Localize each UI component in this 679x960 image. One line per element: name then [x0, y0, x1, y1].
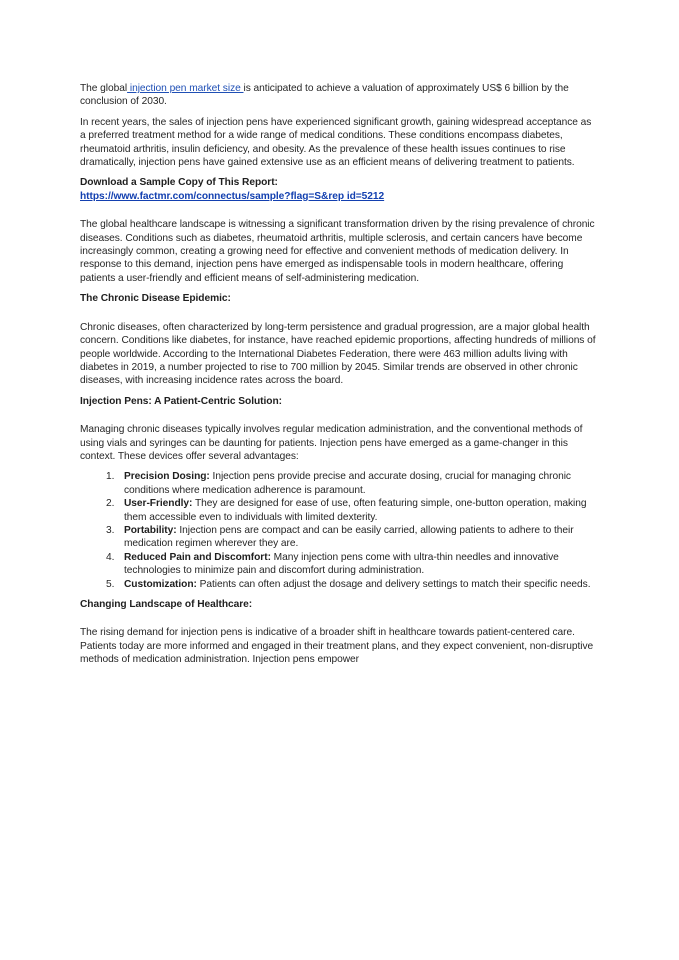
- list-item-term: Customization:: [124, 578, 197, 590]
- list-item: [106, 524, 599, 551]
- list-item: [106, 470, 599, 497]
- list-item-text: Injection pens are compact and can be easily carried, allowing patients to adhere to their medication regimen wherever they are.: [124, 524, 574, 550]
- list-item-number: 3.: [106, 524, 115, 536]
- list-item: [106, 551, 599, 578]
- intro-suffix: is anticipated to achieve a valuation of approximately US$ 6 billion by the conclusion of 2030.: [80, 83, 569, 108]
- changing-paragraph: The rising demand for injection pens is indicative of a broader shift in healthcare towards patient-centered care. Patients today are more informed and engaged in their treatment plans, and they expect convenient, non-disruptive methods of medication administration. Injection pens empower: [80, 627, 594, 666]
- sample-heading: Download a Sample Copy of This Report:: [80, 177, 278, 189]
- advantages-list: [80, 470, 599, 591]
- list-item: [106, 578, 599, 591]
- intro-prefix: The global: [80, 83, 128, 94]
- changing-heading: Changing Landscape of Healthcare:: [80, 599, 253, 610]
- pens-paragraph: Managing chronic diseases typically involves regular medication administration, and the conventional methods of using vials and syringes can be daunting for patients. Injection pens have emerged as a game-changer in this context. These devices offer several advantages:: [80, 424, 583, 462]
- list-item-number: 2.: [106, 498, 115, 510]
- list-item-number: 1.: [106, 471, 115, 483]
- epidemic-paragraph: Chronic diseases, often characterized by long-term persistence and gradual progression, are a major global health concern. Conditions like diabetes, for instance, have reached epidemic proportions, affecting hundreds of millions of people worldwide. According to the International Diabetes Federation, there were 463 million adults living with diabetes in 2019, a number projected to rise to 700 million by 2045. Similar trends are observed in other chronic diseases, with increasing incidence rates across the board.: [80, 321, 596, 387]
- list-item-number: 5.: [106, 578, 115, 590]
- list-item-text: Injection pens provide precise and accurate dosing, crucial for managing chronic conditions where medication adherence is paramount.: [124, 471, 571, 496]
- list-item-number: 4.: [106, 551, 115, 563]
- sample-report-link[interactable]: https://www.factmr.com/connectus/sample?flag=S&rep id=5212: [80, 190, 385, 202]
- list-item: [106, 497, 599, 524]
- pens-heading: Injection Pens: A Patient-Centric Solution:: [80, 395, 282, 407]
- list-item-term: Precision Dosing:: [124, 471, 210, 483]
- list-item-text: Many injection pens come with ultra-thin needles and innovative technologies to minimize pain and discomfort during administration.: [124, 551, 559, 577]
- growth-paragraph: In recent years, the sales of injection pens have experienced significant growth, gaining widespread acceptance as a preferred treatment method for a wide range of medical conditions. These conditions encompass diabetes, rheumatoid arthritis, insulin deficiency, and obesity. As the prevalence of these health issues continues to rise dramatically, injection pens have gained extensive use as an efficient means of delivering treatment to patients.: [80, 116, 592, 169]
- list-item-term: User-Friendly:: [124, 498, 193, 510]
- list-item-term: Portability:: [124, 524, 177, 536]
- epidemic-heading: The Chronic Disease Epidemic:: [80, 293, 231, 305]
- intro-paragraph: [80, 82, 599, 109]
- list-item-text: They are designed for ease of use, often featuring simple, one-button operation, making them accessible even to individuals with limited dexterity.: [124, 498, 587, 523]
- list-item-term: Reduced Pain and Discomfort:: [124, 551, 271, 563]
- sample-url-line: [80, 190, 599, 203]
- list-item-text: Patients can often adjust the dosage and delivery settings to match their specific needs.: [196, 578, 591, 590]
- injection-pen-market-size-link[interactable]: injection pen market size: [127, 83, 244, 94]
- landscape-paragraph: The global healthcare landscape is witnessing a significant transformation driven by the rising prevalence of chronic diseases. Conditions such as diabetes, rheumatoid arthritis, multiple sclerosis, and certain cancers have become increasingly common, creating a growing need for effective and convenient methods of medication delivery. In response to this demand, injection pens have emerged as indispensable tools in modern healthcare, offering patients a user-friendly and efficient means of self-administering medication.: [80, 219, 595, 284]
